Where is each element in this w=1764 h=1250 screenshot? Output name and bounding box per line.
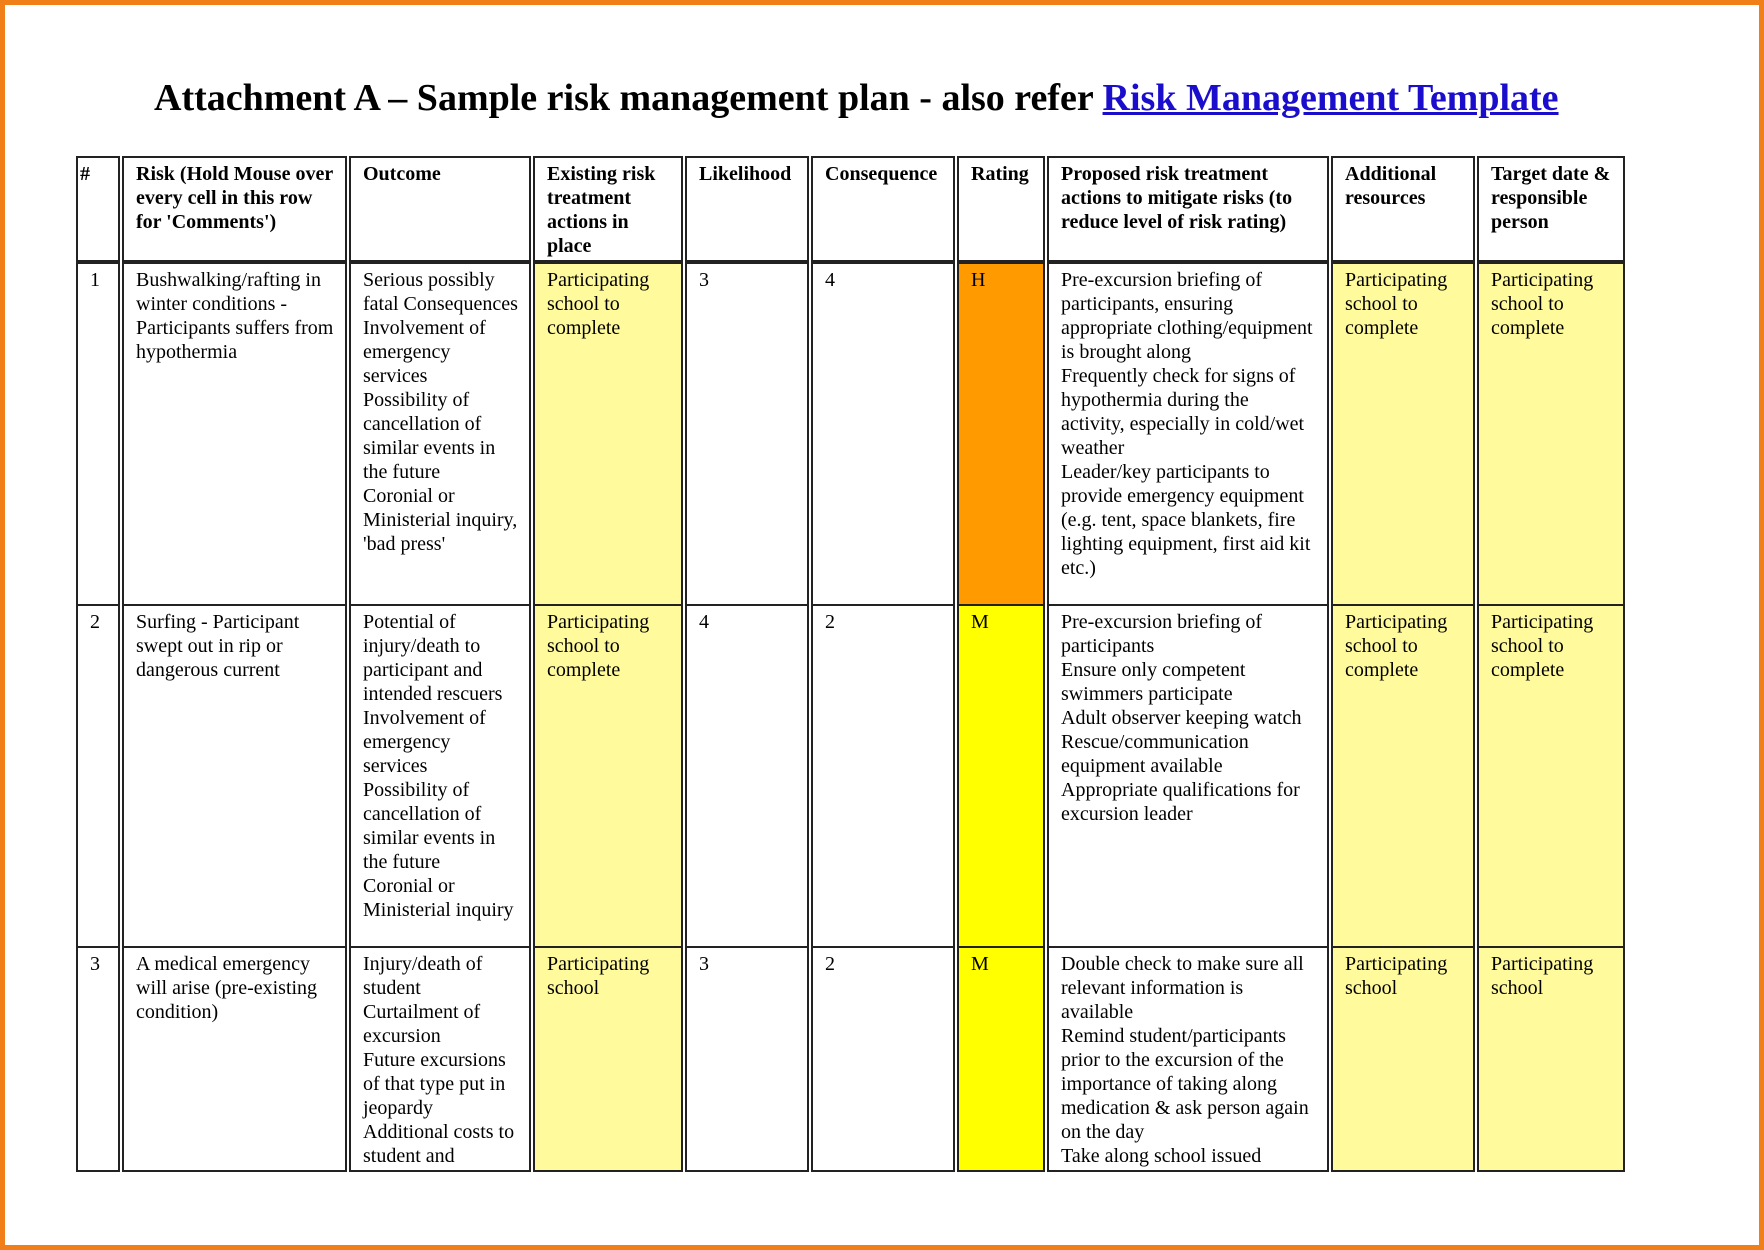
rating-cell: M bbox=[957, 948, 1045, 1172]
header-additional-resources: Additional resources bbox=[1331, 156, 1475, 262]
proposed-actions-cell: Pre-excursion briefing of participants, ensuring appropriate clothing/equipment is brought along Frequently check for signs of hypothermia during the activity, especially in cold/wet weather Leader/key participants to provide emergency equipment (e.g. tent, space blankets, fire lighting equipment, first aid kit etc.) bbox=[1047, 262, 1329, 606]
consequence-cell: 2 bbox=[811, 606, 955, 948]
table-row bbox=[76, 948, 1625, 1172]
row-number: 3 bbox=[76, 948, 120, 1172]
proposed-actions-cell: Pre-excursion briefing of participants Ensure only competent swimmers participate Adult observer keeping watch Rescue/communication equipment available Appropriate qualifications for excursion leader bbox=[1047, 606, 1329, 948]
header-number: # bbox=[76, 156, 120, 262]
additional-resources-cell[interactable]: Participating school bbox=[1331, 948, 1475, 1172]
header-outcome: Outcome bbox=[349, 156, 531, 262]
additional-resources-cell[interactable]: Participating school to complete bbox=[1331, 606, 1475, 948]
target-date-cell[interactable]: Participating school to complete bbox=[1477, 606, 1625, 948]
header-risk[interactable]: Risk (Hold Mouse over every cell in this row for 'Comments') bbox=[122, 156, 347, 262]
risk-cell: A medical emergency will arise (pre-existing condition) bbox=[122, 948, 347, 1172]
existing-actions-cell[interactable]: Participating school bbox=[533, 948, 683, 1172]
consequence-cell: 2 bbox=[811, 948, 955, 1172]
additional-resources-cell[interactable]: Participating school to complete bbox=[1331, 262, 1475, 606]
outcome-cell: Serious possibly fatal Consequences Involvement of emergency services Possibility of cancellation of similar events in the future Coronial or Ministerial inquiry, 'bad press' bbox=[349, 262, 531, 606]
document-title bbox=[154, 78, 1559, 120]
likelihood-cell: 3 bbox=[685, 262, 809, 606]
header-proposed-actions: Proposed risk treatment actions to mitigate risks (to reduce level of risk rating) bbox=[1047, 156, 1329, 262]
rating-cell: H bbox=[957, 262, 1045, 606]
target-date-cell[interactable]: Participating school bbox=[1477, 948, 1625, 1172]
header-consequence: Consequence bbox=[811, 156, 955, 262]
header-row bbox=[76, 156, 1625, 262]
table-row bbox=[76, 262, 1625, 606]
existing-actions-cell[interactable]: Participating school to complete bbox=[533, 606, 683, 948]
outcome-cell: Potential of injury/death to participant and intended rescuers Involvement of emergency services Possibility of cancellation of similar events in the future Coronial or Ministerial inquiry bbox=[349, 606, 531, 948]
rating-cell: M bbox=[957, 606, 1045, 948]
title-text: Attachment A – Sample risk management plan - also refer bbox=[154, 77, 1103, 119]
header-rating: Rating bbox=[957, 156, 1045, 262]
risk-management-table bbox=[74, 156, 1627, 1172]
likelihood-cell: 4 bbox=[685, 606, 809, 948]
risk-cell: Surfing - Participant swept out in rip or dangerous current bbox=[122, 606, 347, 948]
header-existing-actions: Existing risk treatment actions in place bbox=[533, 156, 683, 262]
existing-actions-cell[interactable]: Participating school to complete bbox=[533, 262, 683, 606]
table-row bbox=[76, 606, 1625, 948]
consequence-cell: 4 bbox=[811, 262, 955, 606]
outcome-cell: Injury/death of student Curtailment of excursion Future excursions of that type put in jeopardy Additional costs to student and bbox=[349, 948, 531, 1172]
header-target-date: Target date & responsible person bbox=[1477, 156, 1625, 262]
header-likelihood: Likelihood bbox=[685, 156, 809, 262]
row-number: 1 bbox=[76, 262, 120, 606]
target-date-cell[interactable]: Participating school to complete bbox=[1477, 262, 1625, 606]
risk-management-template-link[interactable]: Risk Management Template bbox=[1102, 77, 1559, 119]
risk-cell: Bushwalking/rafting in winter conditions - Participants suffers from hypothermia bbox=[122, 262, 347, 606]
row-number: 2 bbox=[76, 606, 120, 948]
proposed-actions-cell: Double check to make sure all relevant information is available Remind student/participants prior to the excursion of the importance of taking along medication & ask person again on the day Take along school issued bbox=[1047, 948, 1329, 1172]
likelihood-cell: 3 bbox=[685, 948, 809, 1172]
